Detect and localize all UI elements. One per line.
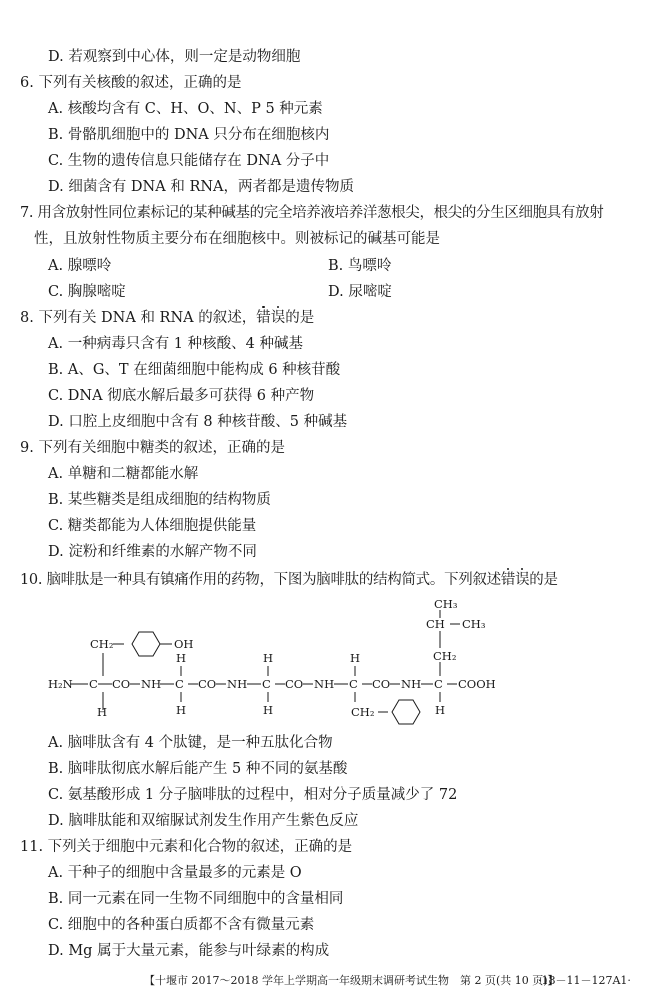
co-label: CO <box>198 677 217 691</box>
q7-option-d: D. 尿嘧啶 <box>328 284 392 300</box>
q9-stem: 9. 下列有关细胞中糖类的叙述，正确的是 <box>20 440 285 456</box>
q11-option-c: C. 细胞中的各种蛋白质都不含有微量元素 <box>48 917 315 933</box>
q9-option-d: D. 淀粉和纤维素的水解产物不同 <box>48 544 257 560</box>
q6-option-c: C. 生物的遗传信息只能储存在 DNA 分子中 <box>48 153 330 169</box>
q8-option-d: D. 口腔上皮细胞中含有 8 种核苷酸、5 种碱基 <box>48 414 348 430</box>
q5-option-d: D. 若观察到中心体，则一定是动物细胞 <box>48 49 301 65</box>
q6-option-b: B. 骨骼肌细胞中的 DNA 只分布在细胞核内 <box>48 127 330 143</box>
q10-option-d: D. 脑啡肽能和双缩脲试剂发生作用产生紫色反应 <box>48 813 359 829</box>
q7-option-a: A. 腺嘌呤 <box>48 258 112 274</box>
q11-option-d: D. Mg 属于大量元素，能参与叶绿素的构成 <box>48 943 330 959</box>
h-atom-label: H <box>263 703 274 717</box>
q8-option-b: B. A、G、T 在细菌细胞中能构成 6 种核苷酸 <box>48 362 341 378</box>
h-atom-label: H <box>263 651 274 665</box>
co-label: CO <box>112 677 131 691</box>
oh-label: OH <box>174 637 194 651</box>
nh-label: NH <box>401 677 422 691</box>
page-footer <box>144 974 644 988</box>
emphasis-dot-char: 错 <box>256 310 271 326</box>
carbon-label: C <box>262 677 271 691</box>
c-terminus-label: COOH <box>458 677 496 691</box>
emphasis-dot-char: 误 <box>515 572 530 588</box>
q11-stem: 11. 下列关于细胞中元素和化合物的叙述，正确的是 <box>20 839 353 855</box>
ch2-label: CH₂ <box>351 705 375 719</box>
q7-option-c: C. 胸腺嘧啶 <box>48 284 126 300</box>
q8-stem-text: 8. 下列有关 DNA 和 RNA 的叙述， <box>20 310 257 326</box>
h-atom-label: H <box>176 703 187 717</box>
benzene-ring-icon <box>392 700 420 724</box>
q8-stem-tail: 的是 <box>285 310 315 326</box>
q10-option-a: A. 脑啡肽含有 4 个肽键，是一种五肽化合物 <box>48 735 333 751</box>
q7-option-b: B. 鸟嘌呤 <box>328 258 392 274</box>
q9-option-b: B. 某些糖类是组成细胞的结构物质 <box>48 492 271 508</box>
q11-option-b: B. 同一元素在同一生物不同细胞中的含量相同 <box>48 891 344 907</box>
q10-stem-tail: 的是 <box>529 572 558 588</box>
ch2-label: CH₂ <box>90 637 114 651</box>
q11-option-a: A. 干种子的细胞中含量最多的元素是 O <box>48 865 302 881</box>
n-terminus-label: H₂N <box>48 677 73 691</box>
ch3-label: CH₃ <box>462 617 486 631</box>
carbon-label: C <box>89 677 98 691</box>
co-label: CO <box>372 677 391 691</box>
q7-stem-line1: 7. 用含放射性同位素标记的某种碱基的完全培养液培养洋葱根尖，根尖的分生区细胞具有放射 <box>20 205 604 221</box>
carbon-label: C <box>349 677 358 691</box>
co-label: CO <box>285 677 304 691</box>
q10-stem-text: 10. 脑啡肽是一种具有镇痛作用的药物，下图为脑啡肽的结构简式。下列叙述 <box>20 572 501 588</box>
q10-option-b: B. 脑啡肽彻底水解后能产生 5 种不同的氨基酸 <box>48 761 348 777</box>
footer-exam-code: ·18－11－127A1· <box>538 974 631 987</box>
q7-stem-line2: 性，且放射性物质主要分布在细胞核中。则被标记的碱基可能是 <box>34 231 440 247</box>
ch3-label: CH₃ <box>434 597 458 611</box>
q8-option-c: C. DNA 彻底水解后最多可获得 6 种产物 <box>48 388 315 404</box>
q10-stem <box>20 570 558 590</box>
h-atom-label: H <box>435 703 446 717</box>
h-atom-label: H <box>97 705 108 719</box>
q9-option-a: A. 单糖和二糖都能水解 <box>48 466 199 482</box>
q10-option-c: C. 氨基酸形成 1 分子脑啡肽的过程中，相对分子质量减少了 72 <box>48 787 458 803</box>
enkephalin-structure-figure <box>40 596 510 726</box>
h-atom-label: H <box>350 651 361 665</box>
footer-exam-info: 【十堰市 2017～2018 学年上学期高一年级期末调研考试生物 第 2 页(共 10 页)】 <box>144 974 559 987</box>
q6-option-a: A. 核酸均含有 C、H、O、N、P 5 种元素 <box>48 101 323 117</box>
carbon-label: C <box>175 677 184 691</box>
q9-option-c: C. 糖类都能为人体细胞提供能量 <box>48 518 257 534</box>
emphasis-dot-char: 错 <box>500 572 516 588</box>
h-atom-label: H <box>176 651 187 665</box>
nh-label: NH <box>314 677 335 691</box>
nh-label: NH <box>227 677 248 691</box>
ch-label: CH <box>426 617 445 631</box>
ch2-label: CH₂ <box>433 649 457 663</box>
q6-stem: 6. 下列有关核酸的叙述，正确的是 <box>20 75 242 91</box>
q6-option-d: D. 细菌含有 DNA 和 RNA，两者都是遗传物质 <box>48 179 355 195</box>
q8-option-a: A. 一种病毒只含有 1 种核酸、4 种碱基 <box>48 336 303 352</box>
nh-label: NH <box>141 677 162 691</box>
q8-stem <box>20 308 314 328</box>
carbon-label: C <box>434 677 443 691</box>
benzene-ring-icon <box>132 632 160 656</box>
emphasis-dot-char: 误 <box>270 310 286 326</box>
